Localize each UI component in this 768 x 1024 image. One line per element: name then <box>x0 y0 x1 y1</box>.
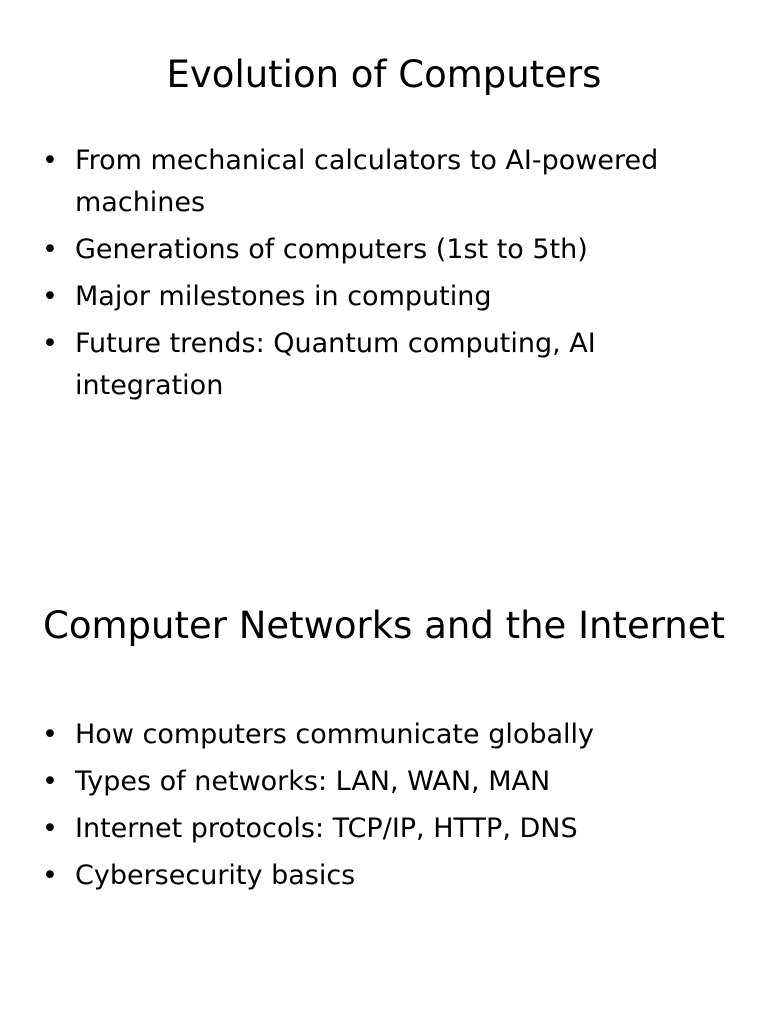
bullet-icon: • <box>42 860 58 891</box>
bullet-icon: • <box>42 766 58 797</box>
bullet-item <box>42 140 718 224</box>
slide-title: Computer Networks and the Internet <box>43 604 725 647</box>
bullet-item <box>42 276 718 318</box>
bullet-text: From mechanical calculators to AI-powered machines <box>75 145 659 218</box>
bullet-text: Internet protocols: TCP/IP, HTTP, DNS <box>75 813 578 844</box>
bullet-item <box>42 761 718 803</box>
bullet-text: How computers communicate globally <box>75 719 595 750</box>
bullet-icon: • <box>42 813 58 844</box>
bullet-text: Cybersecurity basics <box>75 860 356 891</box>
bullet-item <box>42 855 718 897</box>
bullet-text: Major milestones in computing <box>75 281 492 312</box>
slide-computer-networks <box>0 512 768 1024</box>
bullet-icon: • <box>42 328 58 359</box>
bullet-text: Future trends: Quantum computing, AI integration <box>75 328 596 401</box>
bullet-text: Types of networks: LAN, WAN, MAN <box>75 766 551 797</box>
bullet-icon: • <box>42 145 58 176</box>
bullet-list <box>42 714 718 902</box>
bullet-item <box>42 714 718 756</box>
slide-title: Evolution of Computers <box>166 53 602 96</box>
bullet-text: Generations of computers (1st to 5th) <box>75 234 588 265</box>
bullet-icon: • <box>42 234 58 265</box>
bullet-item <box>42 229 718 271</box>
bullet-icon: • <box>42 281 58 312</box>
bullet-item <box>42 323 718 407</box>
bullet-icon: • <box>42 719 58 750</box>
bullet-list <box>42 140 718 412</box>
bullet-item <box>42 808 718 850</box>
